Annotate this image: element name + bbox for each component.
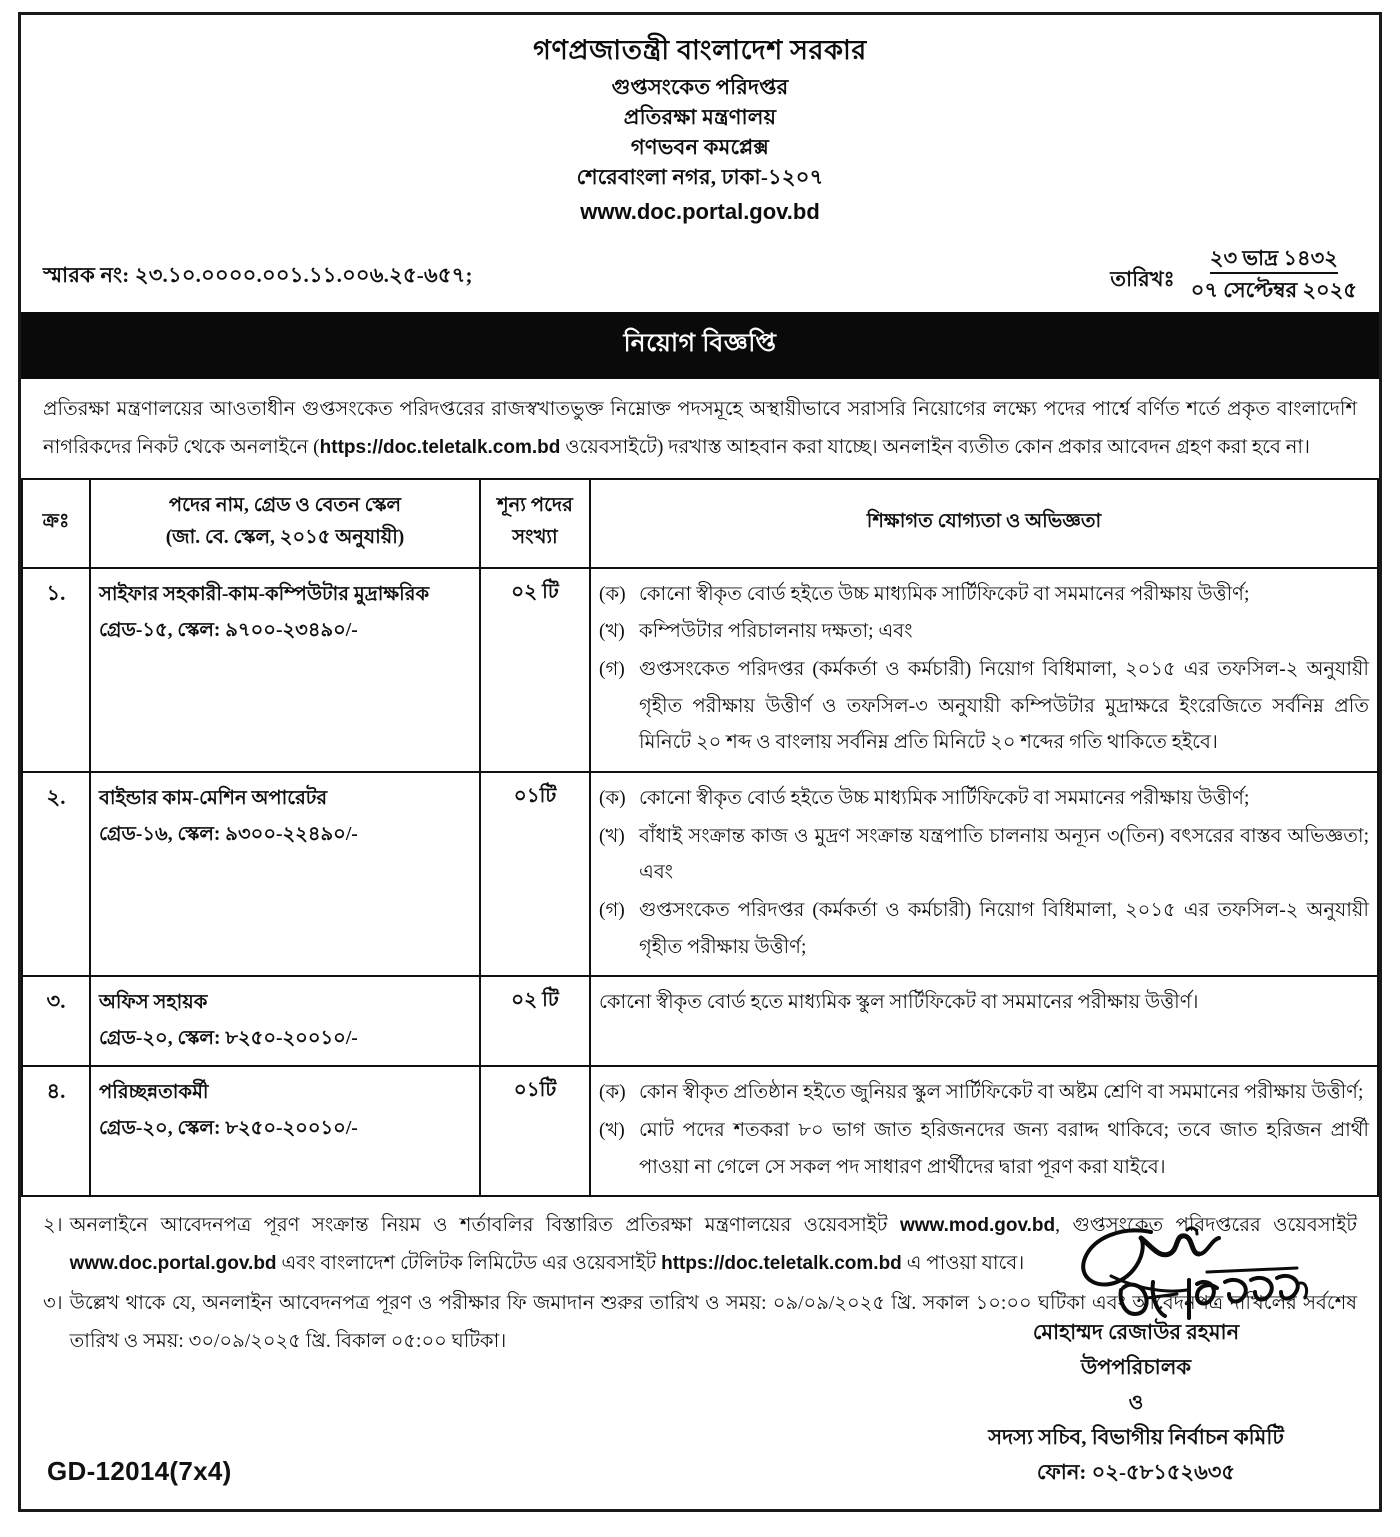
qualification-item [599,1075,1369,1112]
signatory-designation: উপপরিচালক [1080,1354,1192,1379]
qualification-text: কম্পিউটার পরিচালনায় দক্ষতা; এবং [639,621,913,643]
government-name: গণপ্রজাতন্ত্রী বাংলাদেশ সরকার [533,35,867,65]
memo-number: স্মারক নং: ২৩.১০.০০০০.০০১.১১.০০৬.২৫-৬৫৭; [43,262,473,287]
note-text: এ পাওয়া যাবে। [901,1253,1025,1275]
header-post-name [90,479,480,567]
vacancy-table [21,478,1379,1197]
qualification-marker: (ক) [599,787,626,809]
qualification-text: কোন স্বীকৃত প্রতিষ্ঠান হইতে জুনিয়র স্কুল সার্টিফিকেট বা অষ্টম শ্রেণি বা সমমানের পরীক্ষায় উত্তীর্ণ; [639,1082,1364,1104]
note-text: অনলাইনে আবেদনপত্র পূরণ সংক্রান্ত নিয়ম ও শর্তাবলির বিস্তারিত প্রতিরক্ষা মন্ত্রণালয়ের ওয়েবসাইট [69,1215,900,1237]
cell-qualifications [590,976,1378,1066]
cell-qualifications [590,1066,1378,1196]
qualification-marker: (ক) [599,1082,626,1104]
cell-post-name [90,976,480,1066]
post-title: বাইন্ডার কাম-মেশিন অপারেটর [99,787,328,809]
cell-serial: ২. [22,772,90,976]
cell-vacancy-count: ০২ টি [480,568,590,772]
signatory-secondary-role: সদস্য সচিব, বিভাগীয় নির্বাচন কমিটি [988,1424,1284,1449]
application-portal-url[interactable]: https://doc.teletalk.com.bd [319,436,561,458]
qualification-item [599,819,1369,892]
postal-address: শেরেবাংলা নগর, ঢাকা-১২০৭ [576,164,824,189]
post-title: পরিচ্ছন্নতাকর্মী [99,1082,209,1104]
note-text: , গুপ্তসংকেত পরিদপ্তরের ওয়েবসাইট [1055,1215,1357,1237]
header-post-line1: পদের নাম, গ্রেড ও বেতন স্কেল [168,495,402,517]
qualification-text: গুপ্তসংকেত পরিদপ্তর (কর্মকর্তা ও কর্মচারী) নিয়োগ বিধিমালা, ২০১৫ এর তফসিল-২ অনুযায়ী গৃহীত পরীক্ষায় উত্তীর্ণ; [639,899,1369,958]
official-website-url[interactable]: www.doc.portal.gov.bd [580,198,820,224]
qualification-item [599,652,1369,762]
complex-name: গণভবন কমপ্লেক্স [630,134,770,159]
handwritten-signature [921,1230,1351,1322]
document-frame [18,12,1382,1512]
note-number: ৩। [43,1293,63,1315]
note-text: উল্লেখ থাকে যে, অনলাইন আবেদনপত্র পূরণ ও পরীক্ষার ফি জমাদান শুরুর তারিখ ও সময়: ০৯/০৯/২০২৫ খ্রি. সকাল ১০:০০ ঘটিকা এবং আবেদনপত্র দাখিলের সর্বশেষ তারিখ ও সময়: ৩০/০৯/২০২৫ খ্রি. বিকাল ০৫:০০ ঘটিকা। [69,1293,1357,1353]
qualification-text: কোনো স্বীকৃত বোর্ড হইতে উচ্চ মাধ্যমিক সার্টিফিকেট বা সমমানের পরীক্ষায় উত্তীর্ণ; [639,787,1250,809]
qualification-text: কোনো স্বীকৃত বোর্ড হতে মাধ্যমিক স্কুল সার্টিফিকেট বা সমমানের পরীক্ষায় উত্তীর্ণ। [599,992,1199,1014]
header-qualification: শিক্ষাগত যোগ্যতা ও অভিজ্ঞতা [590,479,1378,567]
post-title: অফিস সহায়ক [99,992,208,1014]
memo-date-row [21,231,1379,313]
cell-serial: ৪. [22,1066,90,1196]
cell-serial: ৩. [22,976,90,1066]
gd-code: GD-12014(7x4) [47,1456,232,1486]
cell-serial: ১. [22,568,90,772]
qualification-text: গুপ্তসংকেত পরিদপ্তর (কর্মকর্তা ও কর্মচারী) নিয়োগ বিধিমালা, ২০১৫ এর তফসিল-২ অনুযায়ী গৃহীত পরীক্ষায় উত্তীর্ণ ও তফসিল-৩ অনুযায়ী কম্পিউটার মুদ্রাক্ষরে ইংরেজিতে সর্বনিম্ন প্রতি মিনিটে ২০ শব্দ ও বাংলায় সর্বনিম্ন প্রতি মিনিটে ২০ শব্দের গতি থাকিতে হইবে। [639,659,1369,754]
intro-text-part1: প্রতিরক্ষা মন্ত্রণালয়ের আওতাধীন গুপ্তসংকেত পরিদপ্তরের রাজস্বখাতভুক্ত নিম্নোক্ত পদসমূহে অস্থায়ীভাবে সরাসরি নিয়োগের লক্ষ্যে পদের পার্শ্বে বর্ণিত শর্তে প্রকৃত বাংলাদেশি নাগরিকদের নিকট থেকে অনলাইনে ( [43,399,1357,458]
header-serial: ক্রঃ [22,479,90,567]
post-grade-scale: গ্রেড-১৫, স্কেল: ৯৭০০-২৩৪৯০/- [99,619,358,641]
date-block [1110,245,1357,305]
intro-paragraph [21,379,1379,478]
post-title: সাইফার সহকারী-কাম-কম্পিউটার মুদ্রাক্ষরিক [99,583,430,605]
notice-title-banner: নিয়োগ বিজ্ঞপ্তি [21,312,1379,379]
post-grade-scale: গ্রেড-১৬, স্কেল: ৯৩০০-২২৪৯০/- [99,824,358,846]
cell-post-name [90,568,480,772]
header-vacancy-count [480,479,590,567]
qualification-marker: (খ) [599,825,625,847]
cell-qualifications [590,772,1378,976]
cell-vacancy-count: ০১টি [480,772,590,976]
cell-post-name [90,772,480,976]
cell-vacancy-count: ০২ টি [480,976,590,1066]
table-row [22,568,1378,772]
date-bangla-calendar: ২৩ ভাদ্র ১৪৩২ [1210,245,1338,274]
note-url[interactable]: www.mod.gov.bd [899,1215,1056,1237]
qualification-marker: (খ) [599,621,625,643]
qualification-marker: (খ) [599,1120,625,1142]
qualification-item [599,1113,1369,1186]
qualification-marker: (ক) [599,583,626,605]
qualification-item [599,781,1369,818]
vacancy-table-body [22,568,1378,1197]
qualification-text: বাঁধাই সংক্রান্ত কাজ ও মুদ্রণ সংক্রান্ত যন্ত্রপাতি চালনায় অন্যূন ৩(তিন) বৎসরের বাস্তব অভিজ্ঞতা; এবং [639,825,1369,884]
qualification-marker: (গ) [599,899,625,921]
table-header-row [22,479,1378,567]
ministry-name: প্রতিরক্ষা মন্ত্রণালয় [623,105,777,130]
table-row [22,772,1378,976]
header-vacancy-line2: সংখ্যা [512,526,558,548]
cell-vacancy-count: ০১টি [480,1066,590,1196]
qualification-item [599,614,1369,651]
post-grade-scale: গ্রেড-২০, স্কেল: ৮২৫০-২০০১০/- [99,1028,358,1050]
date-label: তারিখঃ [1110,267,1175,292]
qualification-text: মোট পদের শতকরা ৮০ ভাগ জাত হরিজনদের জন্য বরাদ্দ থাকিবে; তবে জাত হরিজন প্রার্থী পাওয়া না গেলে সে সকল পদ সাধারণ প্রার্থীদের দ্বারা পূরণ করা যাইবে। [639,1120,1369,1178]
intro-text-part2: ওয়েবসাইটে) দরখাস্ত আহবান করা যাচ্ছে। অনলাইন ব্যতীত কোন প্রকার আবেদন গ্রহণ করা হবে না। [560,436,1310,458]
date-values [1191,245,1357,305]
letterhead [21,15,1379,231]
header-vacancy-line1: শূন্য পদের [497,495,573,517]
note-url[interactable]: https://doc.teletalk.com.bd [661,1253,902,1275]
cell-post-name [90,1066,480,1196]
signatory-phone: ফোন: ০২-৫৮১৫২৬৩৫ [1036,1460,1236,1485]
signatory-name: মোহাম্মদ রেজাউর রহমান [1032,1320,1240,1345]
cell-qualifications [590,568,1378,772]
qualification-marker: (গ) [599,659,625,680]
table-row [22,1066,1378,1196]
date-gregorian: ০৭ সেপ্টেম্বর ২০২৫ [1190,278,1357,303]
signature-block [921,1230,1351,1491]
signatory-conjunction: ও [1128,1391,1144,1414]
header-post-line2: (জা. বে. স্কেল, ২০১৫ অনুযায়ী) [165,526,405,548]
qualification-item [599,893,1369,966]
note-url[interactable]: www.doc.portal.gov.bd [69,1253,277,1275]
qualification-text: কোনো স্বীকৃত বোর্ড হইতে উচ্চ মাধ্যমিক সার্টিফিকেট বা সমমানের পরীক্ষায় উত্তীর্ণ; [639,583,1250,605]
note-number: ২। [43,1215,63,1237]
post-grade-scale: গ্রেড-২০, স্কেল: ৮২৫০-২০০১০/- [99,1118,358,1140]
note-text: এবং বাংলাদেশ টেলিটক লিমিটেড এর ওয়েবসাইট [276,1253,662,1275]
table-row [22,976,1378,1066]
qualification-item [599,577,1369,614]
department-name: গুপ্তসংকেত পরিদপ্তর [611,75,789,100]
